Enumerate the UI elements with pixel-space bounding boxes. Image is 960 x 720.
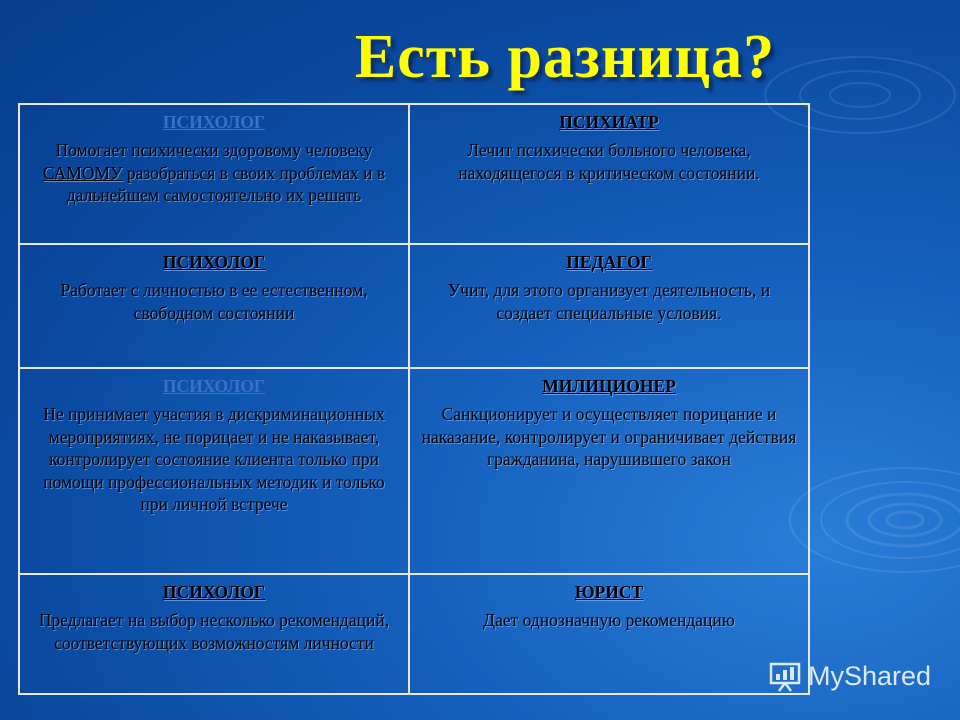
table-row	[19, 244, 809, 368]
comparison-table	[18, 103, 810, 695]
presentation-board-icon	[768, 659, 802, 693]
slide-title: Есть разница?	[354, 23, 776, 91]
table-cell-psychologist	[19, 104, 409, 244]
cell-text: Работает с личностью в ее естественном, свободном состоянии	[60, 280, 368, 323]
table-row	[19, 368, 809, 574]
cell-heading: ПСИХОЛОГ	[162, 376, 266, 396]
table-cell-police-officer	[409, 368, 809, 574]
cell-heading: МИЛИЦИОНЕР	[542, 376, 676, 396]
cell-text-part: Помогает психически здоровому человеку	[55, 140, 373, 161]
cell-text: Лечит психически больного человека, находящегося в критическом состоянии.	[458, 140, 760, 183]
cell-text: Не принимает участия в дискриминационных мероприятиях, не порицает и не наказывает, контролирует состояние клиента только при помощи профессиональных методик и только при личной встрече	[43, 404, 385, 514]
table-cell-psychologist	[19, 574, 409, 694]
cell-heading: ПСИХОЛОГ	[162, 582, 266, 602]
watermark-text: MyShared	[808, 660, 932, 691]
cell-heading: ПСИХОЛОГ	[162, 252, 266, 272]
watermark-logo	[768, 656, 931, 696]
cell-text: Учит, для этого организует деятельность, и создает специальные условия.	[447, 280, 771, 323]
table-cell-psychologist	[19, 244, 409, 368]
cell-text	[43, 140, 385, 205]
cell-text-emphasis: САМОМУ	[42, 162, 123, 183]
cell-heading: ПСИХОЛОГ	[162, 112, 266, 132]
cell-heading: ЮРИСТ	[574, 582, 644, 602]
table-cell-psychiatrist	[409, 104, 809, 244]
cell-heading: ПСИХИАТР	[559, 112, 659, 132]
cell-heading: ПЕДАГОГ	[566, 252, 652, 272]
cell-text: Предлагает на выбор несколько рекомендаций, соответствующих возможностям личности	[38, 610, 390, 653]
cell-text: Дает однозначную рекомендацию	[483, 610, 735, 631]
table-cell-psychologist	[19, 368, 409, 574]
table-cell-lawyer	[409, 574, 809, 694]
cell-text-part: разобраться в своих проблемах и в дальнейшем самостоятельно их решать	[66, 162, 386, 206]
table-cell-teacher	[409, 244, 809, 368]
table-row	[19, 104, 809, 244]
cell-text: Санкционирует и осуществляет порицание и наказание, контролирует и ограничивает действия гражданина, нарушившего закон	[421, 404, 797, 470]
table-row	[19, 574, 809, 694]
